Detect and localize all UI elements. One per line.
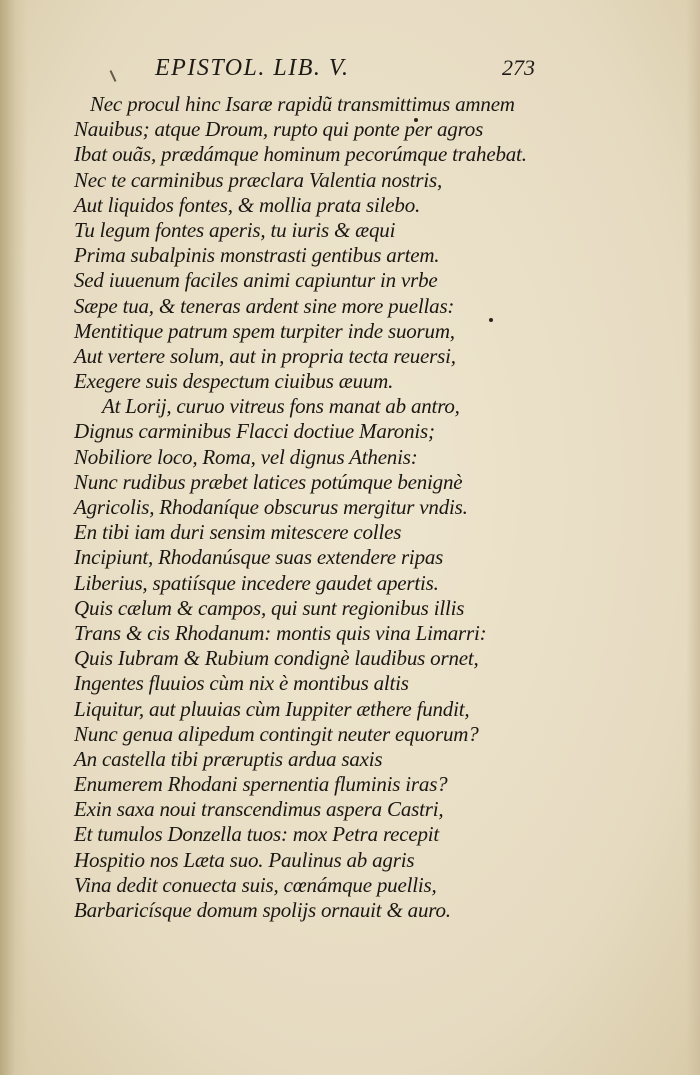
verse-line: At Lorij, curuo vitreus fons manat ab antro,	[102, 394, 460, 419]
verse-line: Ibat ouãs, prædámque hominum pecorúmque trahebat.	[74, 142, 527, 167]
verse-line: Sed iuuenum faciles animi capiuntur in vrbe	[74, 268, 438, 293]
verse-line: Nauibus; atque Droum, rupto qui ponte per agros	[74, 117, 484, 142]
verse-line: Et tumulos Donzella tuos: mox Petra recepit	[74, 822, 440, 847]
verse-line: Nobiliore loco, Roma, vel dignus Athenis:	[74, 444, 418, 469]
verse-line: En tibi iam duri sensim mitescere colles	[74, 520, 402, 545]
verse-line: Mentitique patrum spem turpiter inde suorum,	[74, 318, 455, 343]
verse-line: Vina dedit conuecta suis, cœnámque puellis,	[74, 872, 437, 897]
verse-line: Sæpe tua, & teneras ardent sine more puellas:	[74, 293, 455, 318]
verse-line: Liquitur, aut pluuias cùm Iuppiter æthere fundit,	[74, 696, 470, 721]
verse-line: Barbaricísque domum spolijs ornauit & auro.	[74, 898, 451, 922]
verse-text	[74, 92, 614, 923]
verse-line: Nec procul hinc Isaræ rapidũ transmittimus amnem	[90, 92, 515, 116]
verse-line: Enumerem Rhodani spernentia fluminis iras?	[74, 772, 448, 797]
verse-line: Aut liquidos fontes, & mollia prata silebo.	[74, 192, 421, 217]
verse-line: Hospitio nos Læta suo. Paulinus ab agris	[74, 847, 415, 872]
verse-line: An castella tibi præruptis ardua saxis	[74, 746, 383, 771]
verse-line: Tu legum fontes aperis, tu iuris & æqui	[74, 217, 396, 242]
verse-line: Nunc genua alipedum contingit neuter equorum?	[74, 721, 479, 746]
verse-line: Liberius, spatiísque incedere gaudet apertis.	[74, 570, 439, 595]
verse-line: Ingentes fluuios cùm nix è montibus altis	[74, 671, 409, 696]
running-title: EPISTOL. LIB. V.	[155, 55, 350, 81]
verse-line: Incipiunt, Rhodanúsque suas extendere ripas	[74, 545, 444, 570]
verse-line: Agricolis, Rhodaníque obscurus mergitur vndis.	[74, 495, 468, 519]
margin-mark	[110, 70, 117, 82]
verse-line: Aut vertere solum, aut in propria tecta reuersi,	[74, 343, 456, 368]
verse-line: Nec te carminibus præclara Valentia nostris,	[74, 167, 443, 192]
verse-line: Prima subalpinis monstrasti gentibus artem.	[74, 243, 440, 268]
page-header	[155, 55, 535, 85]
gutter-shadow	[0, 0, 28, 1075]
verse-line: Exegere suis despectum ciuibus æuum.	[74, 369, 394, 394]
verse-line: Trans & cis Rhodanum: montis quis vina Limarri:	[74, 620, 487, 645]
verse-line: Dignus carminibus Flacci doctiue Maronis;	[74, 419, 435, 444]
verse-line: Quis cælum & campos, qui sunt regionibus illis	[74, 595, 465, 620]
page-number: 273	[502, 55, 535, 80]
verse-line: Exin saxa noui transcendimus aspera Castri,	[74, 797, 444, 822]
verse-line: Nunc rudibus præbet latices potúmque benignè	[74, 469, 463, 494]
verse-line: Quis Iubram & Rubium condignè laudibus ornet,	[74, 646, 479, 671]
